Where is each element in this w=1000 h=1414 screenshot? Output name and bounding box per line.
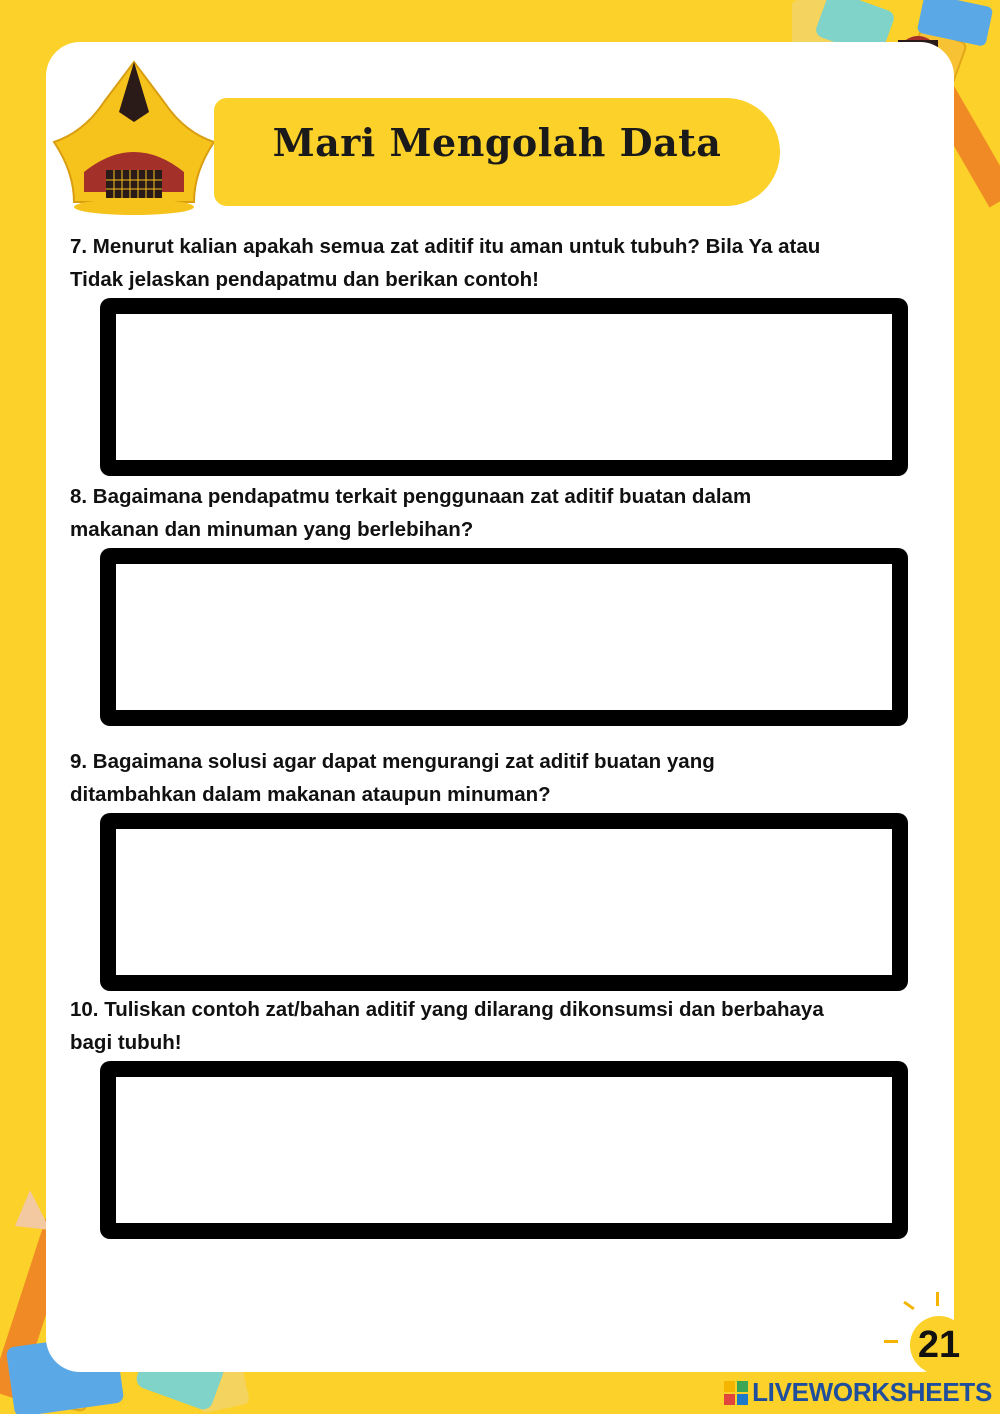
question-8 [70,480,930,546]
question-7-line-2: Tidak jelaskan pendapatmu dan berikan contoh! [70,268,539,291]
question-8-line-2: makanan dan minuman yang berlebihan? [70,518,474,541]
question-8-line-1: 8. Bagaimana pendapatmu terkait penggunaan zat aditif buatan dalam [70,485,752,508]
question-9-line-1: 9. Bagaimana solusi agar dapat mengurangi zat aditif buatan yang [70,750,715,773]
question-7 [70,230,930,296]
question-10 [70,993,930,1059]
question-9-line-2: ditambahkan dalam makanan ataupun minuman? [70,783,551,806]
question-10-line-1: 10. Tuliskan contoh zat/bahan aditif yang dilarang dikonsumsi dan berbahaya [70,998,824,1021]
answer-box-10[interactable] [100,1061,908,1239]
answer-box-9[interactable] [100,813,908,991]
page-title: Mari Mengolah Data [272,120,722,165]
brand-name: LIVEWORKSHEETS [752,1377,992,1407]
question-10-line-2: bagi tubuh! [70,1031,182,1054]
page-number: 21 [910,1316,968,1374]
question-7-line-1: 7. Menurut kalian apakah semua zat aditif itu aman untuk tubuh? Bila Ya atau [70,235,821,258]
crown-ornament-icon [44,42,224,222]
question-9 [70,745,930,811]
answer-box-8[interactable] [100,548,908,726]
answer-box-7[interactable] [100,298,908,476]
liveworksheets-brand [724,1377,992,1408]
liveworksheets-logo-icon [724,1381,748,1405]
